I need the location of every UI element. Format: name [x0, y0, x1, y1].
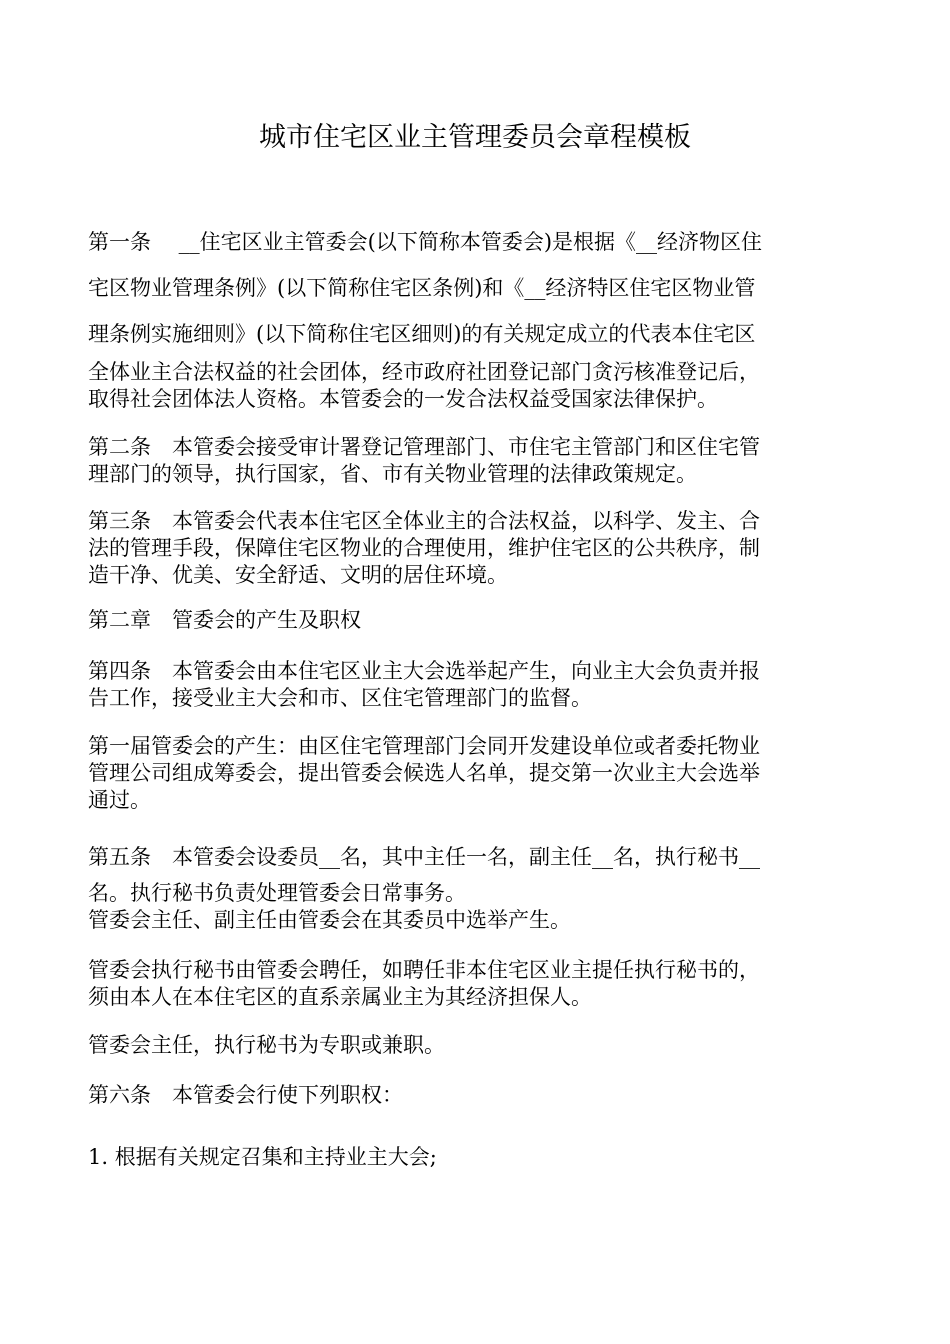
article-3-line-3: 造干净、优美、安全舒适、文明的居住环境。	[88, 563, 508, 587]
first-term-line-1: 第一届管委会的产生：由区住宅管理部门会同开发建设单位或者委托物业	[88, 734, 760, 758]
article-1-line-4: 全体业主合法权益的社会团体，经市政府社团登记部门贪污核准登记后，	[88, 360, 760, 384]
article-1-line-1: 第一条 __住宅区业主管委会(以下简称本管委会)是根据《__经济物区住	[88, 230, 763, 254]
article-1	[88, 219, 864, 357]
article-5-line-2: 名。执行秘书负责处理管委会日常事务。	[88, 881, 466, 905]
article-3-line-2: 法的管理手段，保障住宅区物业的合理使用，维护住宅区的公共秩序，制	[88, 536, 760, 560]
article-4-line-1: 第四条 本管委会由本住宅区业主大会选举起产生，向业主大会负责并报	[88, 659, 760, 683]
document-title: 城市住宅区业主管理委员会章程模板	[259, 122, 691, 153]
article-5-line-1: 第五条 本管委会设委员__名，其中主任一名，副主任__名，执行秘书__	[88, 845, 760, 869]
article-3-line-1: 第三条 本管委会代表本住宅区全体业主的合法权益，以科学、发主、合	[88, 509, 760, 533]
article-5-line-3: 管委会主任、副主任由管委会在其委员中选举产生。	[88, 908, 571, 932]
article-2	[88, 434, 864, 488]
article-5-cont	[88, 880, 864, 934]
article-4	[88, 658, 864, 712]
article-1-cont	[88, 359, 864, 413]
list-item-1: 1. 根据有关规定召集和主持业主大会;	[88, 1145, 437, 1169]
article-2-line-2: 理部门的领导，执行国家，省、市有关物业管理的法律政策规定。	[88, 462, 697, 486]
article-3	[88, 508, 864, 589]
fulltime-paragraph: 管委会主任，执行秘书为专职或兼职。	[88, 1033, 445, 1057]
article-1-line-2: 宅区物业管理条例》(以下简称住宅区条例)和《__经济特区住宅区物业管	[88, 276, 756, 300]
first-term-paragraph	[88, 733, 864, 814]
first-term-line-2: 管理公司组成筹委会，提出管委会候选人名单，提交第一次业主大会选举	[88, 761, 760, 785]
article-2-line-1: 第二条 本管委会接受审计署登记管理部门、市住宅主管部门和区住宅管	[88, 435, 760, 459]
article-1-line-5: 取得社会团体法人资格。本管委会的一发合法权益受国家法律保护。	[88, 387, 718, 411]
article-6: 第六条 本管委会行使下列职权：	[88, 1083, 403, 1107]
secretary-paragraph	[88, 957, 864, 1011]
secretary-line-1: 管委会执行秘书由管委会聘任，如聘任非本住宅区业主提任执行秘书的，	[88, 958, 760, 982]
article-5	[88, 844, 864, 871]
secretary-line-2: 须由本人在本住宅区的直系亲属业主为其经济担保人。	[88, 985, 592, 1009]
first-term-line-3: 通过。	[88, 788, 151, 812]
chapter-2-heading: 第二章 管委会的产生及职权	[88, 608, 361, 632]
article-4-line-2: 告工作，接受业主大会和市、区住宅管理部门的监督。	[88, 686, 592, 710]
article-1-line-3: 理条例实施细则》(以下简称住宅区细则)的有关规定成立的代表本住宅区	[88, 322, 756, 346]
